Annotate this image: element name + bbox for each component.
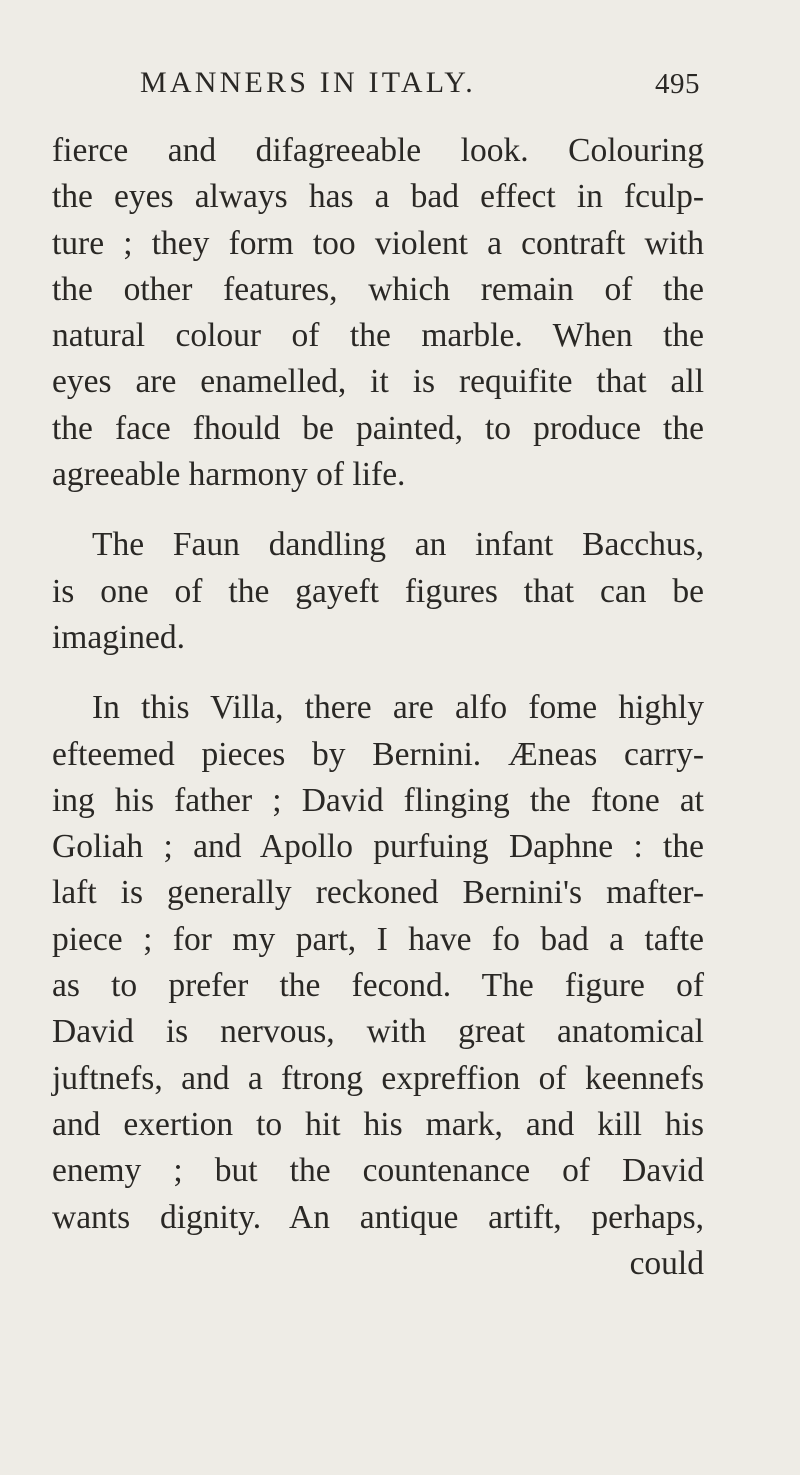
text-line: In this Villa, there are alfo fome highly [92, 689, 704, 727]
running-head [140, 66, 700, 106]
text-line: eyes are enamelled, it is requifite that all [52, 363, 704, 401]
paragraph-1 [52, 128, 704, 498]
paragraph-3 [52, 685, 704, 1241]
text-line: juftnefs, and a ftrong expreffion of keennefs [52, 1059, 704, 1097]
text-line: the face fhould be painted, to produce the [52, 409, 704, 447]
text-line: fierce and difagreeable look. Colouring [52, 132, 704, 169]
text-line: ture ; they form too violent a contraft with [52, 224, 704, 262]
text-line: laft is generally reckoned Bernini's mafter- [52, 874, 704, 912]
text-line: Goliah ; and Apollo purfuing Daphne : the [52, 828, 704, 866]
text-line: agreeable harmony of life. [52, 456, 406, 494]
catchword: could [629, 1244, 704, 1282]
text-line: as to prefer the fecond. The figure of [52, 967, 704, 1005]
text-line: piece ; for my part, I have fo bad a tafte [52, 920, 704, 958]
text-line: imagined. [52, 618, 186, 656]
text-line: ing his father ; David flinging the ftone at [52, 781, 704, 819]
paragraph-gap [52, 498, 704, 522]
running-title: MANNERS IN ITALY. [140, 66, 476, 99]
text-line: David is nervous, with great anatomical [52, 1013, 704, 1051]
text-line: enemy ; but the countenance of David [52, 1152, 704, 1190]
text-line: the other features, which remain of the [52, 270, 704, 308]
text-line: and exertion to hit his mark, and kill his [52, 1105, 704, 1143]
paragraph-2 [52, 522, 704, 661]
text-line: natural colour of the marble. When the [52, 317, 704, 355]
text-line: The Faun dandling an infant Bacchus, [92, 526, 704, 564]
text-line: the eyes always has a bad effect in fculp- [52, 178, 704, 216]
page-number: 495 [655, 68, 700, 100]
text-line: wants dignity. An antique artift, perhaps, [52, 1198, 704, 1236]
text-line: is one of the gayeft figures that can be [52, 572, 704, 610]
body-text [52, 128, 704, 1287]
text-line: efteemed pieces by Bernini. Æneas carry- [52, 735, 704, 773]
paragraph-gap [52, 661, 704, 685]
